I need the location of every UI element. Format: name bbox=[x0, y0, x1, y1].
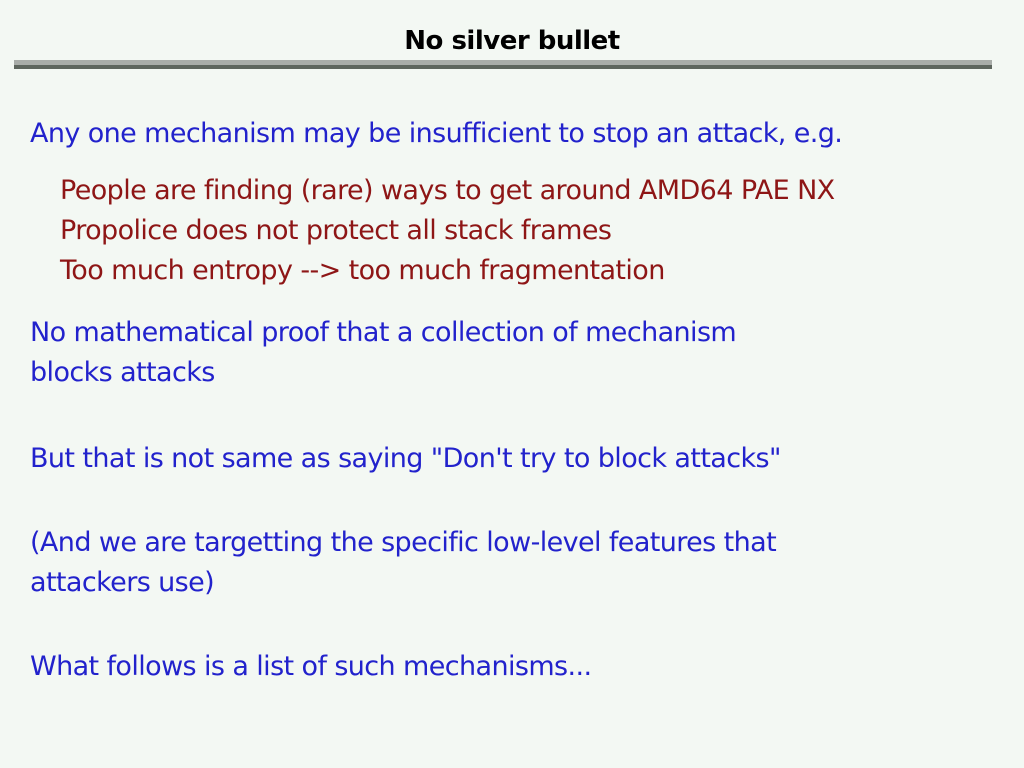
paragraph-and-we bbox=[0, 523, 1024, 603]
text-line: Too much entropy --> too much fragmentation bbox=[60, 255, 665, 286]
paragraph-intro bbox=[0, 114, 1024, 154]
title-divider-shadow bbox=[14, 65, 992, 69]
title-divider bbox=[14, 60, 992, 69]
slide-title: No silver bullet bbox=[404, 26, 620, 56]
text-line: (And we are targetting the specific low-level features that bbox=[30, 527, 777, 558]
text-line: attackers use) bbox=[30, 567, 215, 598]
slide bbox=[0, 24, 1024, 768]
text-line: Any one mechanism may be insufficient to stop an attack, e.g. bbox=[30, 118, 843, 149]
text-line: What follows is a list of such mechanisms... bbox=[30, 651, 592, 682]
paragraph-examples bbox=[0, 171, 1024, 291]
text-line: No mathematical proof that a collection of mechanism bbox=[30, 317, 737, 348]
paragraph-but-that bbox=[0, 439, 1024, 479]
text-line: People are finding (rare) ways to get around AMD64 PAE NX bbox=[60, 175, 835, 206]
paragraph-what-follows bbox=[0, 647, 1024, 687]
paragraph-no-proof bbox=[0, 313, 1024, 393]
text-line: But that is not same as saying "Don't try to block attacks" bbox=[30, 443, 781, 474]
text-line: Propolice does not protect all stack frames bbox=[60, 215, 612, 246]
text-line: blocks attacks bbox=[30, 357, 215, 388]
